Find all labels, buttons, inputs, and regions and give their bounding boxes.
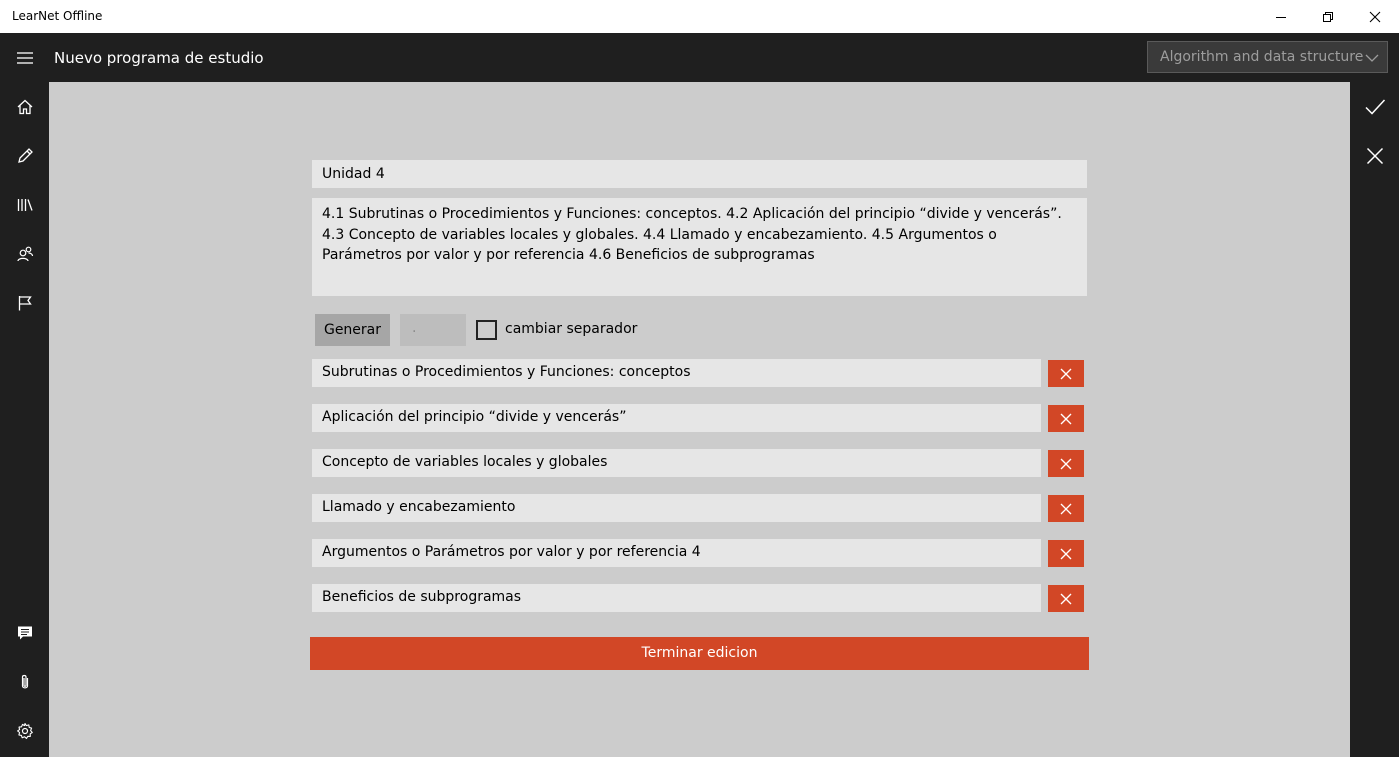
close-icon: [1060, 593, 1072, 605]
close-icon: [1369, 11, 1381, 23]
separator-input[interactable]: .: [400, 314, 466, 346]
minimize-button[interactable]: [1258, 0, 1304, 33]
change-separator-checkbox[interactable]: [476, 320, 497, 340]
close-icon: [1060, 368, 1072, 380]
delete-topic-button[interactable]: [1048, 360, 1084, 387]
right-command-bar: [1350, 82, 1399, 757]
pencil-icon: [16, 147, 34, 165]
nav-attachments-button[interactable]: [0, 657, 49, 706]
topic-input[interactable]: Aplicación del principio “divide y vencerás”: [312, 404, 1041, 432]
attach-icon: [16, 673, 34, 691]
subject-selected-value: Algorithm and data structure: [1160, 49, 1364, 65]
change-separator-label: cambiar separador: [505, 321, 638, 337]
unit-description-textarea[interactable]: 4.1 Subrutinas o Procedimientos y Funciones: conceptos. 4.2 Aplicación del principio “divide y vencerás”. 4.3 Concepto de variables locales y globales. 4.4 Llamado y encabezamiento. 4.5 Argumentos o Parámetros por valor y por referencia 4.6 Beneficios de subprogramas: [312, 198, 1087, 296]
nav-comments-button[interactable]: [0, 608, 49, 657]
settings-icon: [16, 722, 34, 740]
nav-library-button[interactable]: [0, 180, 49, 229]
library-icon: [16, 196, 34, 214]
app-title: LearNet Offline: [12, 9, 103, 23]
accept-button[interactable]: [1350, 82, 1399, 131]
topic-row: [312, 494, 1087, 522]
chevron-down-icon: [1365, 51, 1379, 67]
close-window-button[interactable]: [1352, 0, 1398, 33]
restore-button[interactable]: [1305, 0, 1351, 33]
accept-icon: [1364, 98, 1386, 116]
menu-button[interactable]: [0, 33, 49, 82]
app-header: [0, 33, 1399, 82]
delete-topic-button[interactable]: [1048, 585, 1084, 612]
hamburger-icon: [16, 51, 34, 65]
topic-row: [312, 359, 1087, 387]
delete-topic-button[interactable]: [1048, 540, 1084, 567]
delete-topic-button[interactable]: [1048, 405, 1084, 432]
unit-title-input[interactable]: Unidad 4: [312, 160, 1087, 188]
topic-input[interactable]: Llamado y encabezamiento: [312, 494, 1041, 522]
topic-row: [312, 539, 1087, 567]
generate-button[interactable]: Generar: [315, 314, 390, 346]
minimize-icon: [1275, 11, 1287, 23]
people-icon: [16, 245, 34, 263]
restore-icon: [1322, 11, 1334, 23]
delete-topic-button[interactable]: [1048, 495, 1084, 522]
nav-flag-button[interactable]: [0, 278, 49, 327]
nav-edit-button[interactable]: [0, 131, 49, 180]
home-icon: [16, 98, 34, 116]
topic-input[interactable]: Concepto de variables locales y globales: [312, 449, 1041, 477]
cancel-icon: [1366, 147, 1384, 165]
close-icon: [1060, 413, 1072, 425]
topic-row: [312, 584, 1087, 612]
comment-icon: [16, 624, 34, 642]
subject-dropdown[interactable]: [1147, 41, 1388, 73]
nav-people-button[interactable]: [0, 229, 49, 278]
topic-input[interactable]: Beneficios de subprogramas: [312, 584, 1041, 612]
nav-home-button[interactable]: [0, 82, 49, 131]
close-icon: [1060, 548, 1072, 560]
left-navigation: [0, 82, 49, 757]
topic-row: [312, 449, 1087, 477]
finish-editing-button[interactable]: Terminar edicion: [310, 637, 1089, 670]
flag-icon: [16, 294, 34, 312]
title-bar: [0, 0, 1399, 33]
cancel-button[interactable]: [1350, 131, 1399, 180]
close-icon: [1060, 503, 1072, 515]
topic-row: [312, 404, 1087, 432]
topic-input[interactable]: Argumentos o Parámetros por valor y por referencia 4: [312, 539, 1041, 567]
topic-input[interactable]: Subrutinas o Procedimientos y Funciones: conceptos: [312, 359, 1041, 387]
close-icon: [1060, 458, 1072, 470]
page-title: Nuevo programa de estudio: [54, 49, 264, 67]
delete-topic-button[interactable]: [1048, 450, 1084, 477]
nav-settings-button[interactable]: [0, 706, 49, 755]
